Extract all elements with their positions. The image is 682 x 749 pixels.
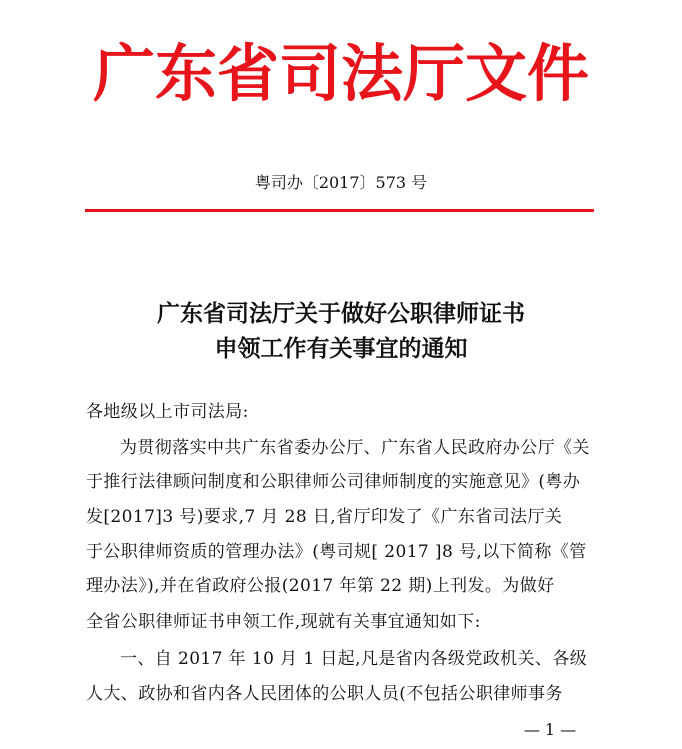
document-number: 粤司办〔2017〕573 号 <box>254 173 428 192</box>
notice-title-line-1: 广东省司法厅关于做好公职律师证书 <box>157 301 525 327</box>
header-red-rule <box>85 209 594 212</box>
body-line-3: 发[2017]3 号)要求,7 月 28 日,省厅印发了《广东省司法厅关 <box>86 507 563 527</box>
body-line-7: 一、自 2017 年 10 月 1 日起,凡是省内各级党政机关、各级 <box>120 649 588 669</box>
salutation: 各地级以上市司法局: <box>86 402 249 422</box>
notice-title-line-2: 申领工作有关事宜的通知 <box>214 336 468 362</box>
body-line-2: 于推行法律顾问制度和公职律师公司律师制度的实施意见》(粤办 <box>86 472 581 492</box>
body-line-8: 人大、政协和省内各人民团体的公职人员(不包括公职律师事务 <box>86 684 563 704</box>
body-line-6: 全省公职律师证书申领工作,现就有关事宜通知如下: <box>86 612 481 632</box>
body-line-1: 为贯彻落实中共广东省委办公厅、广东省人民政府办公厅《关 <box>120 438 590 458</box>
body-line-4: 于公职律师资质的管理办法》(粤司规[ 2017 ]8 号,以下简称《管 <box>86 542 587 562</box>
body-line-5: 理办法》),并在省政府公报(2017 年第 22 期)上刊发。为做好 <box>86 576 555 596</box>
page-number: — 1 — <box>523 720 577 739</box>
document-header-title: 广东省司法厅文件 <box>92 37 589 110</box>
